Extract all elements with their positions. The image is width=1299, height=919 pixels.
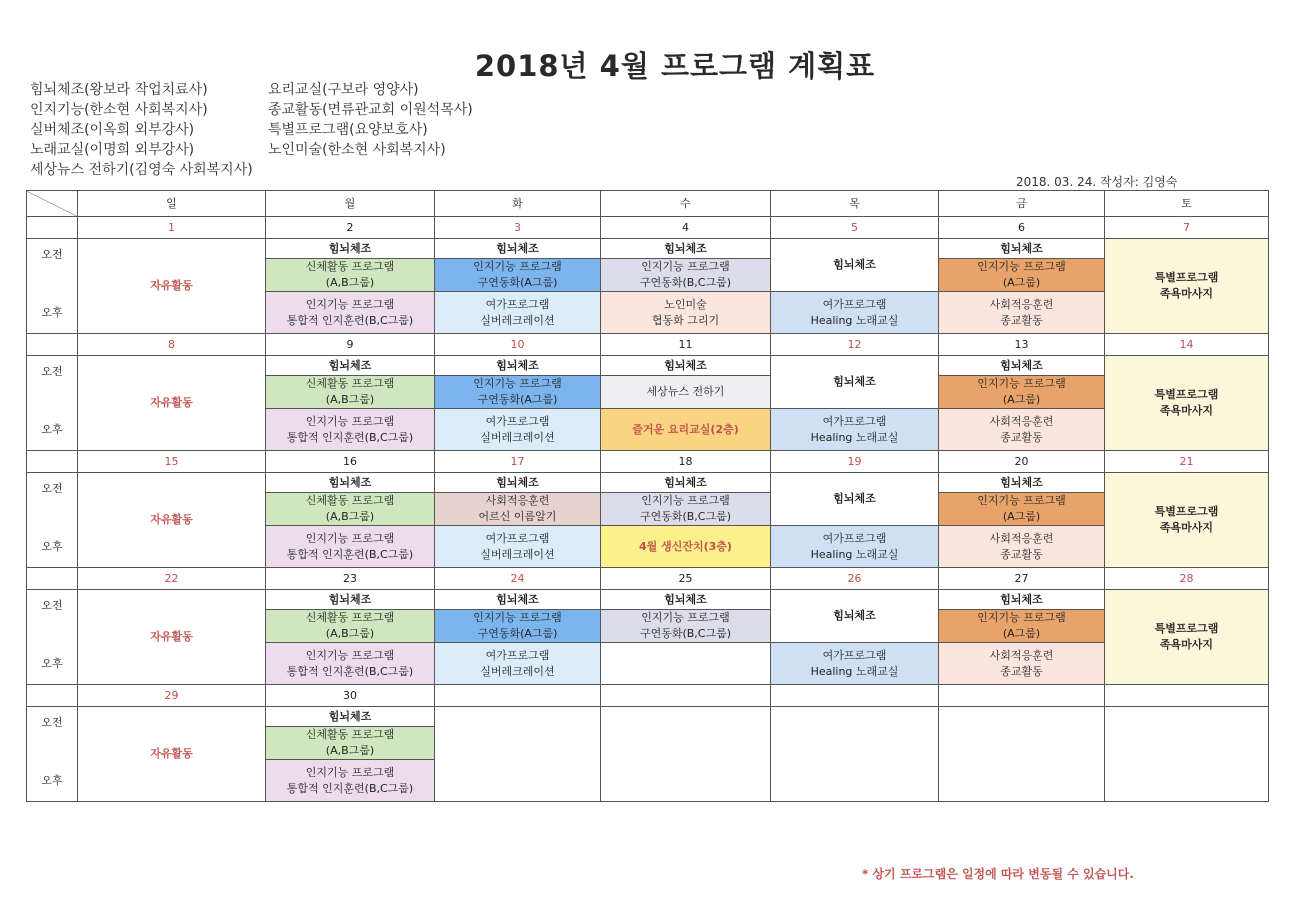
program-line: (A그룹) (1002, 276, 1041, 289)
program-cell-mon-pm (266, 292, 435, 334)
program-cell-fri-pm (939, 292, 1105, 334)
program-cell-mon-am (266, 259, 435, 292)
program-cell-mon-am (266, 376, 435, 409)
am-label: 오전 (41, 365, 63, 378)
program-line: 구연동화(A그룹) (477, 627, 558, 640)
program-cell-fri-am (939, 610, 1105, 643)
gym-session: 힘뇌체조 (771, 356, 939, 409)
day-header-mon: 월 (266, 191, 435, 217)
date-number-mon: 23 (266, 568, 435, 590)
staff-item: 힘뇌체조(왕보라 작업치료사) (30, 82, 208, 98)
special-program (1105, 356, 1269, 451)
program-line: 여가프로그램 (822, 297, 887, 311)
special-program (1105, 239, 1269, 334)
special-program-line: 족욕마사지 (1159, 404, 1214, 417)
program-cell-mon-pm (266, 760, 435, 802)
program-line: 인지기능 프로그램 (977, 611, 1066, 624)
program-line: (A,B그룹) (325, 744, 375, 757)
corner-cell (27, 191, 78, 217)
empty-day (939, 707, 1105, 802)
program-line: 구연동화(B,C그룹) (639, 627, 732, 640)
program-calendar (26, 190, 1269, 802)
ampm-label (27, 473, 78, 568)
date-number-thu: 26 (771, 568, 939, 590)
am-label: 오전 (41, 716, 63, 729)
am-label: 오전 (41, 248, 63, 261)
program-line: 통합적 인지훈련(B,C그룹) (286, 664, 414, 678)
program-line: Healing 노래교실 (810, 430, 899, 444)
program-line: 인지기능 프로그램 (977, 260, 1066, 273)
gym-session: 힘뇌체조 (266, 356, 435, 376)
special-program-line: 특별프로그램 (1154, 388, 1219, 401)
free-activity: 자유활동 (78, 590, 266, 685)
staff-item: 특별프로그램(요양보호사) (268, 122, 428, 138)
am-label: 오전 (41, 599, 63, 612)
program-line: 인지기능 프로그램 (305, 414, 395, 428)
gym-session: 힘뇌체조 (266, 590, 435, 610)
pm-label: 오후 (41, 306, 63, 319)
date-number-thu: 12 (771, 334, 939, 356)
day-header-wed: 수 (601, 191, 771, 217)
ampm-label (27, 707, 78, 802)
program-line: 사회적응훈련 (989, 648, 1054, 662)
date-number-fri: 20 (939, 451, 1105, 473)
program-cell-wed-pm: 4월 생신잔치(3층) (601, 526, 771, 568)
special-program-line: 특별프로그램 (1154, 622, 1219, 635)
program-line: 인지기능 프로그램 (305, 765, 395, 779)
week-number-spacer (27, 568, 78, 590)
program-line: 신체활동 프로그램 (305, 611, 395, 624)
program-line: 실버레크레이션 (480, 313, 555, 327)
program-line: 구연동화(B,C그룹) (639, 510, 732, 523)
ampm-label (27, 356, 78, 451)
staff-list-right (268, 80, 473, 160)
pm-label: 오후 (41, 774, 63, 787)
week-number-spacer (27, 451, 78, 473)
special-program-line: 족욕마사지 (1159, 521, 1214, 534)
program-cell-mon-am (266, 610, 435, 643)
gym-session: 힘뇌체조 (939, 356, 1105, 376)
program-cell-mon-pm (266, 409, 435, 451)
program-line: 어르신 이름알기 (478, 510, 557, 523)
staff-item: 노래교실(이명희 외부강사) (30, 142, 195, 158)
date-number-tue: 10 (435, 334, 601, 356)
program-cell-tue-am (435, 610, 601, 643)
gym-session: 힘뇌체조 (266, 239, 435, 259)
program-cell-fri-am (939, 259, 1105, 292)
program-line: 구연동화(A그룹) (477, 276, 558, 289)
program-line: 통합적 인지훈련(B,C그룹) (286, 430, 414, 444)
program-line: 인지기능 프로그램 (977, 494, 1066, 507)
program-line: 종교활동 (1000, 430, 1043, 444)
date-number-fri (939, 685, 1105, 707)
program-line: 인지기능 프로그램 (305, 648, 395, 662)
date-number-sat: 28 (1105, 568, 1269, 590)
special-program-line: 족욕마사지 (1159, 287, 1214, 300)
program-cell-tue-pm (435, 643, 601, 685)
date-number-wed: 11 (601, 334, 771, 356)
date-number-sat (1105, 685, 1269, 707)
program-cell-wed-pm (601, 292, 771, 334)
gym-session: 힘뇌체조 (601, 239, 771, 259)
program-cell-fri-pm (939, 409, 1105, 451)
program-line: 인지기능 프로그램 (473, 611, 562, 624)
program-line: 여가프로그램 (485, 531, 550, 545)
day-header-thu: 목 (771, 191, 939, 217)
empty-day (1105, 707, 1269, 802)
gym-session: 힘뇌체조 (435, 473, 601, 493)
program-cell-wed-pm: 즐거운 요리교실(2층) (601, 409, 771, 451)
program-line: 신체활동 프로그램 (305, 494, 395, 507)
program-cell-fri-am (939, 376, 1105, 409)
gym-session: 힘뇌체조 (266, 707, 435, 727)
program-cell-wed-am: 세상뉴스 전하기 (601, 376, 771, 409)
date-number-thu: 5 (771, 217, 939, 239)
program-line: 인지기능 프로그램 (641, 260, 730, 273)
program-line: 인지기능 프로그램 (305, 297, 395, 311)
program-cell-wed-pm (601, 643, 771, 685)
free-activity: 자유활동 (78, 239, 266, 334)
page-title: 2018년 4월 프로그램 계획표 (474, 49, 876, 83)
program-line: 여가프로그램 (485, 414, 550, 428)
am-label: 오전 (41, 482, 63, 495)
date-number-sat: 14 (1105, 334, 1269, 356)
empty-day (435, 707, 601, 802)
date-number-mon: 2 (266, 217, 435, 239)
program-line: 실버레크레이션 (480, 430, 555, 444)
program-cell-thu-pm (771, 643, 939, 685)
program-cell-tue-pm (435, 292, 601, 334)
day-header-fri: 금 (939, 191, 1105, 217)
date-number-tue: 24 (435, 568, 601, 590)
program-line: 여가프로그램 (822, 648, 887, 662)
program-line: 사회적응훈련 (989, 531, 1054, 545)
date-number-sun: 29 (78, 685, 266, 707)
date-number-wed: 25 (601, 568, 771, 590)
special-program-line: 족욕마사지 (1159, 638, 1214, 651)
program-line: 여가프로그램 (485, 648, 550, 662)
free-activity: 자유활동 (78, 473, 266, 568)
program-line: Healing 노래교실 (810, 547, 899, 561)
ampm-label (27, 590, 78, 685)
gym-session: 힘뇌체조 (939, 473, 1105, 493)
program-line: Healing 노래교실 (810, 664, 899, 678)
program-cell-tue-am (435, 259, 601, 292)
author-date: 2018. 03. 24. 작성자: 김영숙 (1016, 175, 1178, 189)
special-program-line: 특별프로그램 (1154, 505, 1219, 518)
program-line: (A,B그룹) (325, 627, 375, 640)
program-line: 종교활동 (1000, 664, 1043, 678)
free-activity: 자유활동 (78, 707, 266, 802)
day-header-tue: 화 (435, 191, 601, 217)
ampm-label (27, 239, 78, 334)
program-line: 노인미술 (664, 297, 707, 311)
staff-item: 요리교실(구보라 영양사) (268, 82, 419, 98)
date-number-fri: 6 (939, 217, 1105, 239)
program-cell-tue-pm (435, 409, 601, 451)
program-cell-wed-am (601, 259, 771, 292)
program-cell-fri-pm (939, 643, 1105, 685)
program-line: 인지기능 프로그램 (473, 260, 562, 273)
program-line: 통합적 인지훈련(B,C그룹) (286, 547, 414, 561)
program-cell-mon-am (266, 493, 435, 526)
program-cell-thu-pm (771, 526, 939, 568)
program-line: 인지기능 프로그램 (473, 377, 562, 390)
program-line: 여가프로그램 (485, 297, 550, 311)
date-number-sun: 1 (78, 217, 266, 239)
program-line: 실버레크레이션 (480, 547, 555, 561)
staff-list-left (30, 80, 253, 180)
program-line: 인지기능 프로그램 (641, 494, 730, 507)
day-header-sun: 일 (78, 191, 266, 217)
program-line: 인지기능 프로그램 (641, 611, 730, 624)
program-line: 통합적 인지훈련(B,C그룹) (286, 781, 414, 795)
program-cell-tue-am (435, 376, 601, 409)
date-number-wed: 18 (601, 451, 771, 473)
program-line: 인지기능 프로그램 (977, 377, 1066, 390)
program-line: 종교활동 (1000, 547, 1043, 561)
free-activity: 자유활동 (78, 356, 266, 451)
program-line: 통합적 인지훈련(B,C그룹) (286, 313, 414, 327)
empty-day (601, 707, 771, 802)
date-number-mon: 30 (266, 685, 435, 707)
date-number-fri: 13 (939, 334, 1105, 356)
date-number-sun: 8 (78, 334, 266, 356)
staff-item: 종교활동(면류관교회 이원석목사) (268, 102, 473, 118)
empty-day (771, 707, 939, 802)
program-cell-fri-pm (939, 526, 1105, 568)
date-number-tue (435, 685, 601, 707)
week-number-spacer (27, 334, 78, 356)
program-line: Healing 노래교실 (810, 313, 899, 327)
pm-label: 오후 (41, 423, 63, 436)
date-number-tue: 17 (435, 451, 601, 473)
program-cell-tue-pm (435, 526, 601, 568)
program-cell-wed-am (601, 610, 771, 643)
gym-session: 힘뇌체조 (939, 239, 1105, 259)
week-number-spacer (27, 685, 78, 707)
program-cell-wed-am (601, 493, 771, 526)
program-line: 실버레크레이션 (480, 664, 555, 678)
gym-session: 힘뇌체조 (601, 590, 771, 610)
program-cell-thu-pm (771, 409, 939, 451)
staff-item: 세상뉴스 전하기(김영숙 사회복지사) (30, 162, 253, 178)
gym-session: 힘뇌체조 (435, 239, 601, 259)
program-cell-thu-pm (771, 292, 939, 334)
special-program-line: 특별프로그램 (1154, 271, 1219, 284)
program-line: 구연동화(A그룹) (477, 393, 558, 406)
date-number-wed (601, 685, 771, 707)
gym-session: 힘뇌체조 (601, 356, 771, 376)
date-number-sun: 15 (78, 451, 266, 473)
program-line: 사회적응훈련 (989, 414, 1054, 428)
gym-session: 힘뇌체조 (601, 473, 771, 493)
date-number-mon: 9 (266, 334, 435, 356)
program-line: 인지기능 프로그램 (305, 531, 395, 545)
program-line: (A,B그룹) (325, 393, 375, 406)
date-number-mon: 16 (266, 451, 435, 473)
date-number-sun: 22 (78, 568, 266, 590)
special-program (1105, 590, 1269, 685)
program-cell-mon-pm (266, 643, 435, 685)
program-line: 신체활동 프로그램 (305, 728, 395, 741)
footnote: * 상기 프로그램은 일정에 따라 변동될 수 있습니다. (862, 867, 1134, 881)
program-line: (A,B그룹) (325, 276, 375, 289)
week-number-spacer (27, 217, 78, 239)
program-line: (A그룹) (1002, 393, 1041, 406)
program-cell-tue-am (435, 493, 601, 526)
program-line: 협동화 그리기 (651, 313, 720, 327)
program-line: (A그룹) (1002, 510, 1041, 523)
gym-session: 힘뇌체조 (435, 590, 601, 610)
date-number-thu: 19 (771, 451, 939, 473)
program-line: 여가프로그램 (822, 414, 887, 428)
program-line: 구연동화(B,C그룹) (639, 276, 732, 289)
program-cell-mon-am (266, 727, 435, 760)
gym-session: 힘뇌체조 (771, 590, 939, 643)
day-header-sat: 토 (1105, 191, 1269, 217)
pm-label: 오후 (41, 540, 63, 553)
date-number-sat: 21 (1105, 451, 1269, 473)
pm-label: 오후 (41, 657, 63, 670)
date-number-tue: 3 (435, 217, 601, 239)
program-line: 사회적응훈련 (485, 494, 550, 507)
gym-session: 힘뇌체조 (771, 473, 939, 526)
program-line: 여가프로그램 (822, 531, 887, 545)
special-program (1105, 473, 1269, 568)
date-number-thu (771, 685, 939, 707)
staff-item: 실버체조(이옥희 외부강사) (30, 122, 195, 138)
program-line: 신체활동 프로그램 (305, 260, 395, 273)
staff-item: 노인미술(한소현 사회복지사) (268, 142, 446, 158)
gym-session: 힘뇌체조 (939, 590, 1105, 610)
program-cell-fri-am (939, 493, 1105, 526)
program-cell-mon-pm (266, 526, 435, 568)
staff-item: 인지기능(한소현 사회복지사) (30, 102, 208, 118)
program-line: 사회적응훈련 (989, 297, 1054, 311)
date-number-wed: 4 (601, 217, 771, 239)
program-line: 신체활동 프로그램 (305, 377, 395, 390)
gym-session: 힘뇌체조 (771, 239, 939, 292)
gym-session: 힘뇌체조 (435, 356, 601, 376)
date-number-fri: 27 (939, 568, 1105, 590)
program-line: 종교활동 (1000, 313, 1043, 327)
program-line: (A그룹) (1002, 627, 1041, 640)
gym-session: 힘뇌체조 (266, 473, 435, 493)
program-line: (A,B그룹) (325, 510, 375, 523)
date-number-sat: 7 (1105, 217, 1269, 239)
